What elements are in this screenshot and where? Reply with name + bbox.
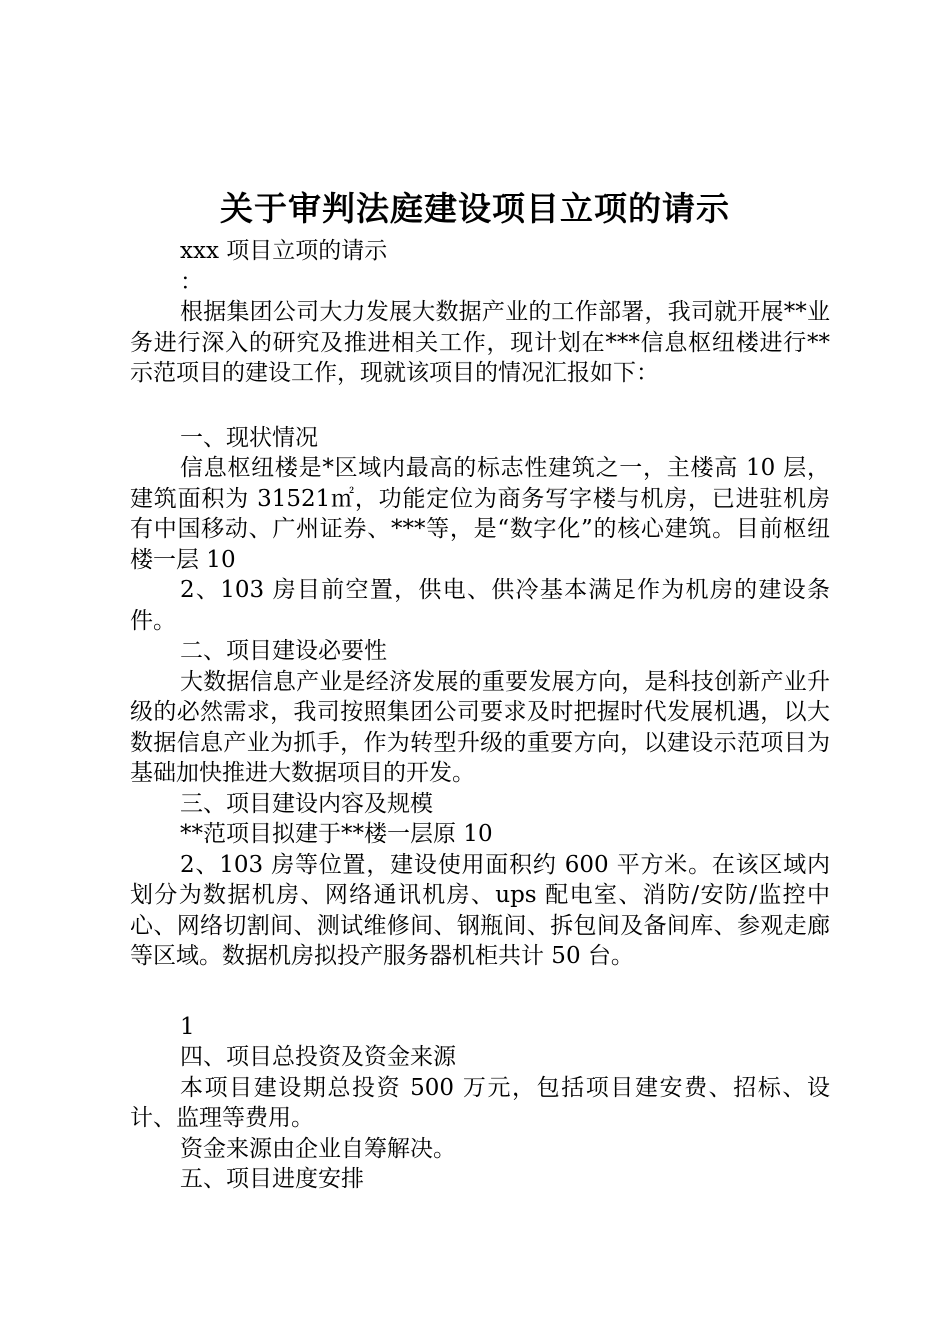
paragraph-room: 2、103 房目前空置，供电、供冷基本满足作为机房的建设条件。 <box>130 577 830 634</box>
paragraph-necessity: 大数据信息产业是经济发展的重要发展方向，是科技创新产业升级的必然需求，我司按照集团公司要求及时把握时代发展机遇，以大数据信息产业为抓手，作为转型升级的重要方向，以建设示范项目为基础加快推进大数据项目的开发。 <box>130 668 830 786</box>
document-body <box>130 236 830 1195</box>
page-number: 1 <box>180 1013 195 1040</box>
document-title: 关于审判法庭建设项目立项的请示 <box>220 189 730 228</box>
paragraph-intro: 根据集团公司大力发展大数据产业的工作部署，我司就开展**业务进行深入的研究及推进相关工作，现计划在***信息枢纽楼进行**示范项目的建设工作，现就该项目的情况汇报如下： <box>130 299 830 386</box>
paragraph-investment: 本项目建设期总投资 500 万元，包括项目建安费、招标、设计、监理等费用。 <box>130 1074 830 1131</box>
section-heading-1: 一、现状情况 <box>180 424 318 451</box>
section-heading-3: 三、项目建设内容及规模 <box>180 790 433 817</box>
paragraph-status: 信息枢纽楼是*区域内最高的标志性建筑之一，主楼高 10 层，建筑面积为 31521㎡，功能定位为商务写字楼与机房，已进驻机房有中国移动、广州证券、***等，是“数字化”的核心建筑。目前枢纽楼一层 10 <box>130 455 830 573</box>
paragraph-funding: 资金来源由企业自筹解决。 <box>180 1135 456 1162</box>
subtitle: xxx 项目立项的请示 <box>180 238 388 264</box>
salutation: ： <box>180 268 203 295</box>
section-heading-5: 五、项目进度安排 <box>180 1166 364 1192</box>
section-heading-4: 四、项目总投资及资金来源 <box>180 1044 456 1070</box>
section-heading-2: 二、项目建设必要性 <box>180 638 387 664</box>
paragraph-scope-detail: 2、103 房等位置，建设使用面积约 600 平方米。在该区域内划分为数据机房、网络通讯机房、ups 配电室、消防/安防/监控中心、网络切割间、测试维修间、钢瓶间、拆包间及备间库、参观走廊等区域。数据机房拟投产服务器机柜共计 50 台。 <box>130 851 830 969</box>
paragraph-scope-location: **范项目拟建于**楼一层原 10 <box>180 821 493 847</box>
